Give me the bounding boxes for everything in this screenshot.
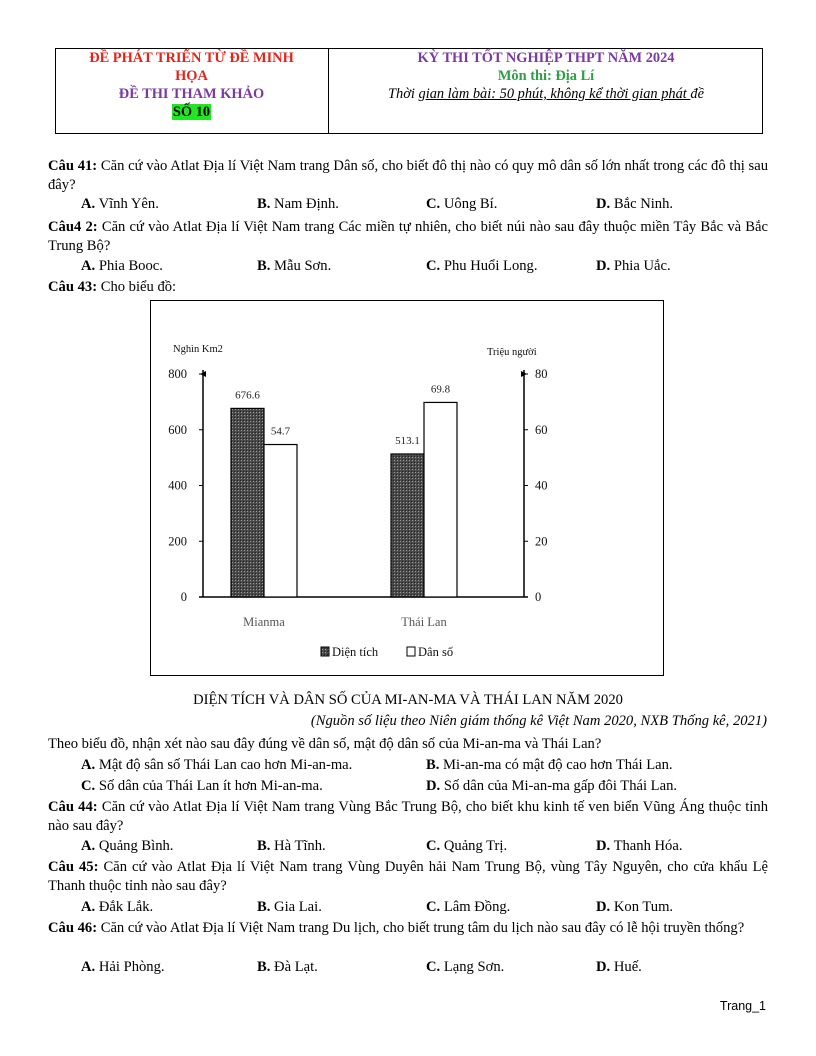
header-left-line3: ĐỀ THI THAM KHẢO xyxy=(118,86,265,102)
bar-data-label: 69.8 xyxy=(430,383,451,396)
q44-option-c[interactable]: C. Quảng Trị. xyxy=(426,838,508,854)
bar-data-label: 54.7 xyxy=(270,425,291,438)
header-left-line2: HỌA xyxy=(175,68,208,84)
q41-option-c[interactable]: C. Uông Bí. xyxy=(426,196,498,212)
exam-subject: Môn thi: Địa Lí xyxy=(497,68,595,84)
right-tick-label: 20 xyxy=(535,534,548,549)
question-44: Câu 44: Căn cứ vào Atlat Địa lí Việt Nam trang Vùng Bắc Trung Bộ, cho biết khu kinh tế ven biển Vũng Áng thuộc tỉnh nào sau đây? xyxy=(48,799,768,834)
x-category-label: Thái Lan xyxy=(401,615,447,629)
legend-label: Dân số xyxy=(418,645,454,659)
chart-frame xyxy=(150,300,664,676)
left-tick-label: 600 xyxy=(168,422,187,437)
q42-option-a[interactable]: A. Phia Booc. xyxy=(81,258,163,274)
legend-swatch xyxy=(321,647,329,656)
left-tick-label: 400 xyxy=(168,478,187,493)
right-tick-label: 80 xyxy=(535,367,548,381)
question-41: Câu 41: Căn cứ vào Atlat Địa lí Việt Nam trang Dân số, cho biết đô thị nào có quy mô dân số lớn nhất trong các đô thị sau đây? xyxy=(48,158,768,193)
q44-option-d[interactable]: D. Thanh Hóa. xyxy=(596,838,683,854)
legend-label: Diện tích xyxy=(332,645,379,659)
page-footer: Trang_1 xyxy=(719,999,766,1013)
chart-source: (Nguồn số liệu theo Niên giám thống kê Việt Nam 2020, NXB Thống kê, 2021) xyxy=(310,713,767,729)
right-tick-label: 0 xyxy=(535,590,542,604)
q41-option-a[interactable]: A. Vĩnh Yên. xyxy=(81,196,159,212)
left-tick-label: 800 xyxy=(168,367,187,381)
question-43: Câu 43: Cho biểu đồ: xyxy=(48,279,177,295)
header-right xyxy=(329,49,763,103)
bar-data-label: 676.6 xyxy=(235,389,260,402)
bar xyxy=(424,402,457,597)
q46-option-a[interactable]: A. Hải Phòng. xyxy=(81,959,165,975)
question-42: Câu4 2: Căn cứ vào Atlat Địa lí Việt Nam trang Các miền tự nhiên, cho biết núi nào sau đây thuộc miền Tây Bắc và Bắc Trung Bộ? xyxy=(48,219,768,254)
bar-data-label: 513.1 xyxy=(395,434,420,447)
question-43-text: Theo biểu đồ, nhận xét nào sau đây đúng về dân số, mật độ dân số của Mi-an-ma và Thái Lan? xyxy=(48,736,602,752)
exam-title: KỲ THI TỐT NGHIỆP THPT NĂM 2024 xyxy=(417,50,675,66)
x-category-label: Mianma xyxy=(243,615,285,629)
bar xyxy=(391,454,424,597)
q45-option-b[interactable]: B. Gia Lai. xyxy=(257,899,322,915)
q46-option-b[interactable]: B. Đà Lạt. xyxy=(257,959,318,975)
q41-option-b[interactable]: B. Nam Định. xyxy=(257,196,339,212)
bar xyxy=(264,445,297,597)
q43-option-d[interactable]: D. Số dân của Mi-an-ma gấp đôi Thái Lan. xyxy=(426,778,678,794)
legend-swatch xyxy=(407,647,415,656)
left-tick-label: 0 xyxy=(180,590,187,604)
left-axis-title: Nghìn Km2 xyxy=(173,344,223,355)
exam-time: Thời gian làm bài: 50 phút, không kể thời gian phát đề xyxy=(388,86,704,102)
bar xyxy=(231,408,264,597)
q43-option-a[interactable]: A. Mật độ sân số Thái Lan cao hơn Mi-an-ma. xyxy=(81,757,353,773)
q41-option-d[interactable]: D. Bắc Ninh. xyxy=(596,196,674,212)
right-tick-label: 40 xyxy=(535,478,548,493)
right-axis-title: Triệu người xyxy=(487,347,537,358)
header-left xyxy=(55,49,328,121)
q45-option-a[interactable]: A. Đắk Lắk. xyxy=(81,899,154,915)
bar-chart xyxy=(151,301,662,674)
right-tick-label: 60 xyxy=(535,422,548,437)
exam-number-badge: SỐ 10 xyxy=(172,104,211,120)
header-left-line1: ĐỀ PHÁT TRIỂN TỪ ĐỀ MINH xyxy=(89,50,294,66)
q45-option-d[interactable]: D. Kon Tum. xyxy=(596,899,674,915)
q43-option-c[interactable]: C. Số dân của Thái Lan ít hơn Mi-an-ma. xyxy=(81,778,323,794)
q42-option-c[interactable]: C. Phu Huổi Long. xyxy=(426,258,538,274)
left-tick-label: 200 xyxy=(168,534,187,549)
question-45: Câu 45: Căn cứ vào Atlat Địa lí Việt Nam trang Vùng Duyên hải Nam Trung Bộ, vùng Tây Nguyên, cho cửa khẩu Lệ Thanh thuộc tỉnh nào sau đây? xyxy=(48,859,769,894)
question-46: Câu 46: Căn cứ vào Atlat Địa lí Việt Nam trang Du lịch, cho biết trung tâm du lịch nào sau đây có lễ hội truyền thống? xyxy=(48,920,745,936)
q46-option-d[interactable]: D. Huế. xyxy=(596,959,642,975)
q44-option-b[interactable]: B. Hà Tĩnh. xyxy=(257,838,326,854)
chart-caption: DIỆN TÍCH VÀ DÂN SỐ CỦA MI-AN-MA VÀ THÁI LAN NĂM 2020 xyxy=(193,692,623,708)
q45-option-c[interactable]: C. Lâm Đồng. xyxy=(426,899,511,915)
q44-option-a[interactable]: A. Quảng Bình. xyxy=(81,838,174,854)
q42-option-d[interactable]: D. Phia Uắc. xyxy=(596,258,671,274)
q43-option-b[interactable]: B. Mi-an-ma có mật độ cao hơn Thái Lan. xyxy=(426,757,673,773)
q42-option-b[interactable]: B. Mẫu Sơn. xyxy=(257,258,332,274)
q46-option-c[interactable]: C. Lạng Sơn. xyxy=(426,959,505,975)
